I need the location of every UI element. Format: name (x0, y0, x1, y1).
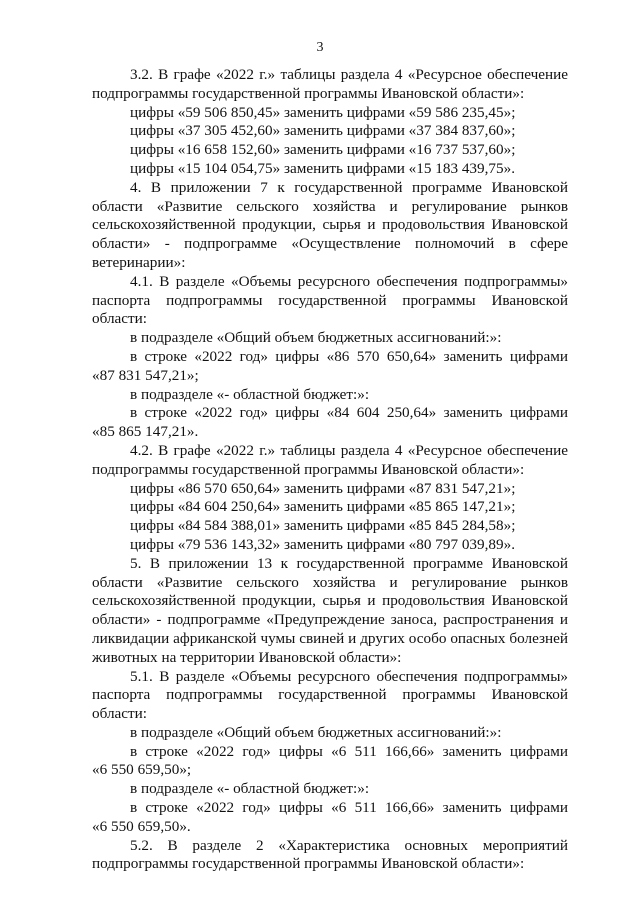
text-line: цифры «37 305 452,60» заменить цифрами «37 384 837,60»; (130, 122, 516, 140)
text-line: «87 831 547,21»; (92, 366, 199, 384)
text-line: 4.2. В графе «2022 г.» таблицы раздела 4 «Ресурсное обеспечение (130, 441, 568, 459)
text-line: 5.1. В разделе «Объемы ресурсного обеспечения подпрограммы» (130, 667, 568, 685)
text-line: подпрограммы государственной программы Ивановской области»: (92, 460, 525, 478)
text-line: области «Развитие сельского хозяйства и регулирование рынков (92, 573, 568, 591)
text-line: паспорта подпрограммы государственной программы Ивановской (92, 291, 568, 309)
text-line: цифры «15 104 054,75» заменить цифрами «15 183 439,75». (130, 159, 515, 177)
text-line: цифры «86 570 650,64» заменить цифрами «87 831 547,21»; (130, 479, 516, 497)
document-body (92, 66, 568, 874)
text-line: паспорта подпрограммы государственной программы Ивановской (92, 686, 568, 704)
text-line: в строке «2022 год» цифры «86 570 650,64» заменить цифрами (130, 347, 568, 365)
text-line: области: (92, 705, 147, 723)
text-line: 5. В приложении 13 к государственной программе Ивановской (130, 554, 568, 572)
text-line: «85 865 147,21». (92, 423, 199, 441)
text-line: цифры «16 658 152,60» заменить цифрами «16 737 537,60»; (130, 141, 516, 159)
text-line: области «Развитие сельского хозяйства и регулирование рынков (92, 197, 568, 215)
text-line: подпрограммы государственной программы Ивановской области»: (92, 84, 525, 102)
page-number: 3 (316, 40, 324, 55)
text-line: 5.2. В разделе 2 «Характеристика основных мероприятий (130, 836, 568, 854)
text-line: области» - подпрограмме «Предупреждение заноса, распространения и (92, 611, 568, 629)
text-line: 3.2. В графе «2022 г.» таблицы раздела 4 «Ресурсное обеспечение (130, 66, 568, 83)
text-line: в строке «2022 год» цифры «6 511 166,66» заменить цифрами (130, 799, 568, 817)
text-line: в подразделе «Общий объем бюджетных ассигнований:»: (130, 329, 502, 347)
text-line: «6 550 659,50». (92, 817, 191, 835)
text-line: в строке «2022 год» цифры «84 604 250,64» заменить цифрами (130, 404, 568, 422)
text-line: 4. В приложении 7 к государственной программе Ивановской (130, 178, 568, 196)
text-line: сельскохозяйственной продукции, сырья и продовольствия Ивановской (92, 592, 568, 610)
text-line: в подразделе «Общий объем бюджетных ассигнований:»: (130, 723, 502, 741)
text-line: области: (92, 310, 147, 328)
text-line: цифры «59 506 850,45» заменить цифрами «59 586 235,45»; (130, 103, 516, 121)
text-line: цифры «84 604 250,64» заменить цифрами «85 865 147,21»; (130, 498, 516, 516)
text-line: области» - подпрограмме «Осуществление полномочий в сфере (92, 235, 568, 253)
text-line: цифры «84 584 388,01» заменить цифрами «85 845 284,58»; (130, 517, 516, 535)
text-line: ликвидации африканской чумы свиней и других особо опасных болезней (92, 629, 568, 647)
text-line: подпрограммы государственной программы Ивановской области»: (92, 855, 525, 873)
text-line: «6 550 659,50»; (92, 761, 192, 779)
text-line: сельскохозяйственной продукции, сырья и продовольствия Ивановской (92, 216, 568, 234)
text-line: 4.1. В разделе «Объемы ресурсного обеспечения подпрограммы» (130, 272, 568, 290)
text-line: животных на территории Ивановской области»: (92, 648, 402, 666)
text-line: в подразделе «- областной бюджет:»: (130, 385, 370, 403)
text-line: в подразделе «- областной бюджет:»: (130, 780, 370, 798)
text-line: ветеринарии»: (92, 253, 186, 271)
text-line: в строке «2022 год» цифры «6 511 166,66» заменить цифрами (130, 742, 568, 760)
text-line: цифры «79 536 143,32» заменить цифрами «80 797 039,89». (130, 535, 515, 553)
